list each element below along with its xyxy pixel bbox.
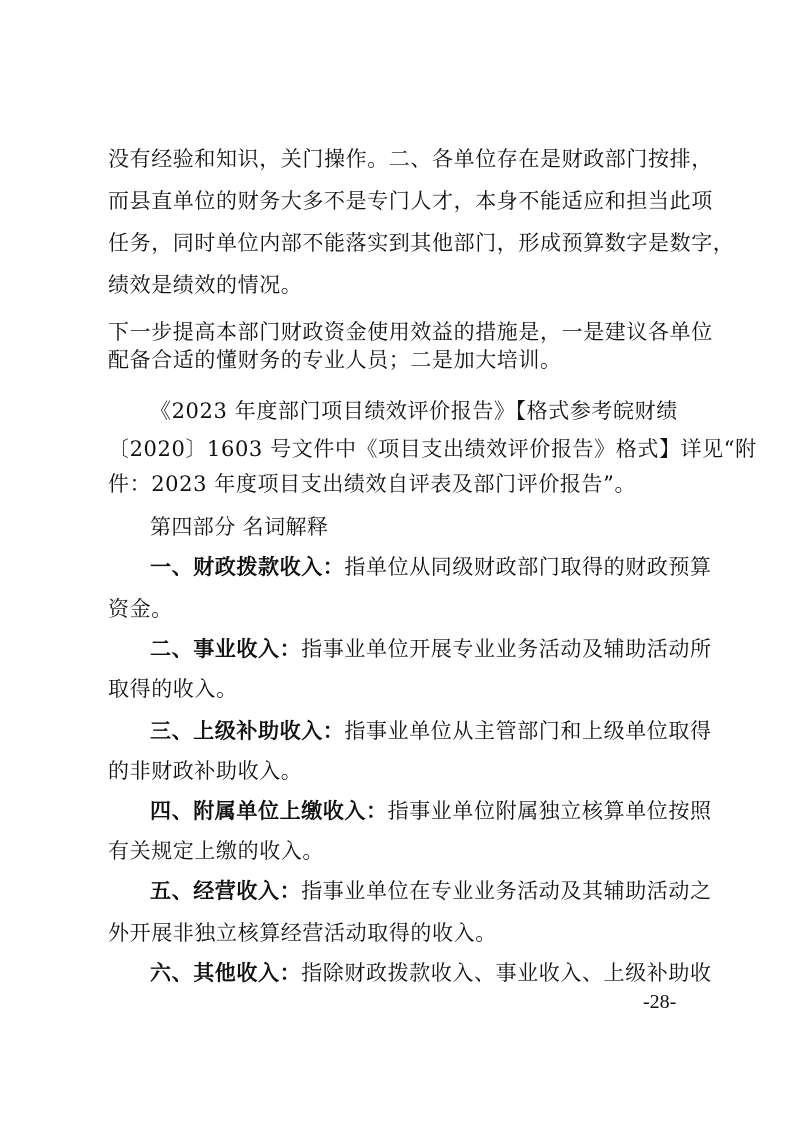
- definition-item: [150, 635, 712, 663]
- definition-term: 四、附属单位上缴收入：: [150, 799, 388, 823]
- body-line: 件：2023 年度项目支出绩效自评表及部门评价报告”。: [108, 472, 637, 496]
- definition-item: [150, 959, 712, 987]
- definition-text: 指事业单位在专业业务活动及其辅助活动之: [301, 879, 712, 903]
- body-line: 没有经验和知识，关门操作。二、各单位存在是财政部门按排，: [108, 147, 713, 171]
- definition-item: [150, 553, 712, 581]
- page-number: -28-: [643, 991, 677, 1013]
- body-line: 配备合适的懂财务的专业人员；二是加大培训。: [108, 348, 562, 372]
- body-line: 而县直单位的财务大多不是专门人才，本身不能适应和担当此项: [108, 189, 713, 213]
- definition-continuation: 取得的收入。: [108, 677, 238, 701]
- definition-term: 一、财政拨款收入：: [150, 555, 345, 579]
- body-line: 《2023 年度部门项目绩效评价报告》【格式参考皖财绩: [150, 399, 678, 423]
- definition-item: [150, 877, 712, 905]
- definition-term: 三、上级补助收入：: [150, 719, 345, 743]
- definition-term: 六、其他收入：: [150, 961, 302, 985]
- body-line: 下一步提高本部门财政资金使用效益的措施是，一是建议各单位: [108, 320, 713, 344]
- definition-text: 指事业单位附属独立核算单位按照: [387, 799, 712, 823]
- body-line: 任务，同时单位内部不能落实到其他部门，形成预算数字是数字，: [108, 231, 735, 255]
- definition-continuation: 外开展非独立核算经营活动取得的收入。: [108, 921, 497, 945]
- section-heading: 第四部分 名词解释: [150, 515, 329, 539]
- definition-text: 指事业单位从主管部门和上级单位取得: [344, 719, 712, 743]
- body-line: 绩效是绩效的情况。: [108, 273, 303, 297]
- definition-item: [150, 797, 712, 825]
- definition-text: 指单位从同级财政部门取得的财政预算: [344, 555, 712, 579]
- definition-term: 五、经营收入：: [150, 879, 302, 903]
- definition-continuation: 有关规定上缴的收入。: [108, 839, 324, 863]
- definition-text: 指除财政拨款收入、事业收入、上级补助收: [301, 961, 712, 985]
- definition-item: [150, 717, 712, 745]
- definition-term: 二、事业收入：: [150, 637, 302, 661]
- definition-continuation: 的非财政补助收入。: [108, 759, 303, 783]
- definition-text: 指事业单位开展专业业务活动及辅助活动所: [301, 637, 712, 661]
- definition-continuation: 资金。: [108, 597, 173, 621]
- body-line: 〔2020〕1603 号文件中《项目支出绩效评价报告》格式】详见“附: [108, 437, 757, 461]
